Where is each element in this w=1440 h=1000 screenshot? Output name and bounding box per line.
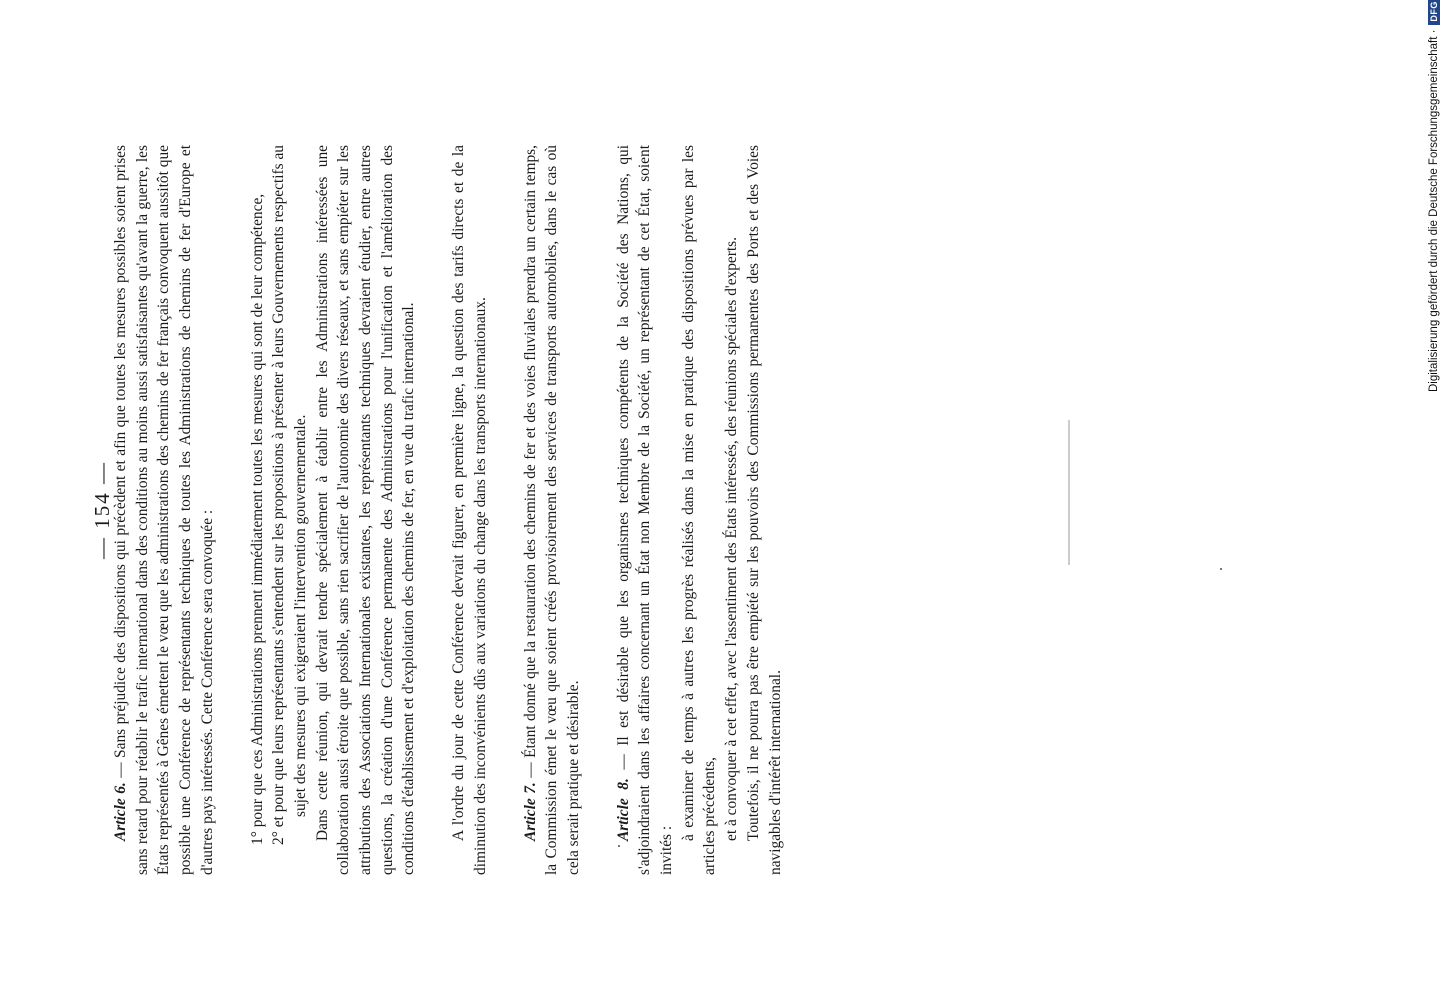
article-6-paragraph-3: A l'ordre du jour de cette Conférence devrait figurer, en première ligne, la question des tarifs directs et de la diminution des inconvénients dûs aux variations du change dans les transports internationaux. [450,145,489,875]
article-7-text: — Étant donné que la restauration des chemins de fer et des voies fluviales prendra un certain temps, la Commission émet le vœu que soient créés provisoirement des services de transports automobiles, dans le cas où cela serait pratique et désirable. [521,145,582,875]
article-6-item-1: 1° pour que ces Administrations prennent immédiatement toutes les mesures qui sont de leur compétence, [248,193,266,845]
article-7-paragraph [520,145,585,875]
scan-speck [1068,420,1070,565]
watermark-text: Digitalisierung gefördert durch die Deutsche Forschungsgemeinschaft · [1428,29,1440,392]
article-6-paragraph-2: Dans cette réunion, qui devrait tendre spécialement à établir entre les Administrations intéressées une collaboration aussi étroite que possible, sans rien sacrifier de l'autonomie des divers réseaux, et sans empiéter sur les attributions des Associations Internationales existantes, les représentants techniques devraient étudier, entre autres questions, la création d'une Conférence permanente des Administrations pour l'unification et l'amélioration des conditions d'établissement et d'exploitation des chemins de fer, en vue du trafic international. [313,145,418,875]
article-6-heading: Article 6. [112,782,129,841]
rotated-page [90,145,990,875]
dfg-logo: DFG [1428,0,1440,25]
article-6-item-2: 2° et pour que leurs représentants s'entendent sur les propositions à présenter à leurs Gouvernements respectifs au sujet des mesures qui exigeraient l'intervention gouvernementale. [270,145,309,845]
article-8-text: — Il est désirable que les organismes techniques compétents de la Société des Nations, qui s'adjoindraient dans les affaires concernant un État non Membre de la Société, un représentant de cet État, soient invités : [614,145,676,875]
article-7-heading: Article 7. [521,782,539,841]
digitization-watermark [1428,0,1440,392]
article-6-paragraph [110,145,219,875]
page-body [110,145,786,875]
article-8-item-b: et à convoquer à cet effet, avec l'assentiment des États intéressés, des réunions spéciales d'experts. [723,237,741,841]
article-6-text: — Sans préjudice des dispositions qui précèdent et afin que toutes les mesures possibles soient prises sans retard pour rétablir le trafic international dans des conditions au moins aussi satisfaisantes qu'avant la guerre, les États représentés à Gênes émettent le vœu que les administrations des chemins de fer français convoquent aussitôt que possible une Conférence de représentants techniques de toutes les Administrations de chemins de fer d'Europe et d'autres pays intéressés. Cette Conférence sera convoquée : [112,145,216,875]
page-number: — 154 — [90,461,114,559]
scan-speck [618,845,620,847]
article-8-heading: Article 8. [614,778,632,841]
scan-speck [1220,568,1222,570]
article-8-paragraph [613,145,678,875]
article-8-item-a: à examiner de temps à autres les progrès réalisés dans la mise en pratique des dispositions prévues par les articles précédents, [679,145,719,875]
article-8-paragraph-final: Toutefois, il ne pourra pas être empiété sur les pouvoirs des Commissions permanentes des Ports et des Voies navigables d'intérêt international. [744,145,784,875]
